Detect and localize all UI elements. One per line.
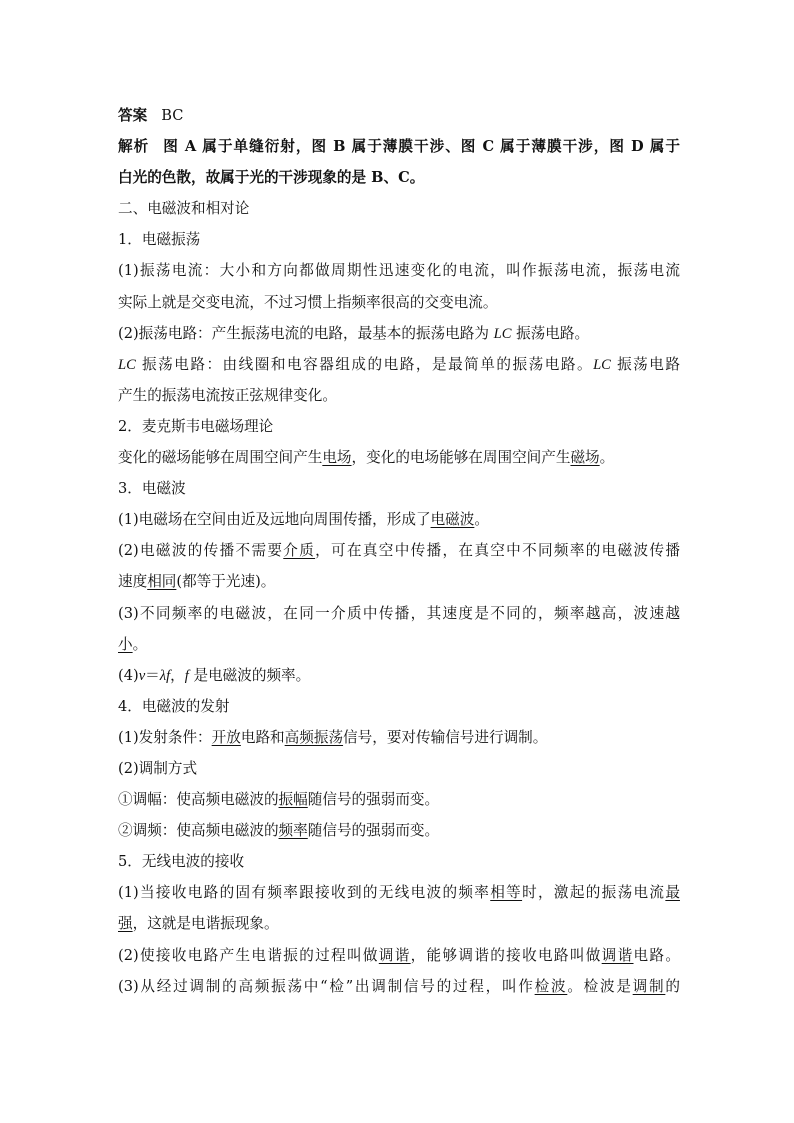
heading-wave-reception: 5．无线电波的接收 <box>118 853 245 871</box>
underlined-answer: 高频振荡 <box>284 728 344 746</box>
underlined-answer: 频率 <box>278 822 308 840</box>
underlined-answer: 磁场 <box>570 449 600 467</box>
text: 的 <box>665 977 680 995</box>
text: (1)发射条件： <box>118 728 212 746</box>
text: 是电磁波的频率。 <box>188 666 311 684</box>
s1-p3-line-1 <box>118 349 680 380</box>
text: ②调频：使高频电磁波的 <box>118 822 279 840</box>
text: 电路和 <box>240 728 285 746</box>
underlined-answer: 相等 <box>490 884 523 902</box>
underlined-answer: 最 <box>665 884 680 902</box>
answer-label: 答案 <box>118 107 148 124</box>
s3-p4 <box>118 660 680 691</box>
heading-wave-emission: 4．电磁波的发射 <box>118 697 230 715</box>
s1-p1-line-1: (1)振荡电流：大小和方向都做周期性迅速变化的电流，叫作振荡电流，振荡电流 <box>118 262 680 280</box>
text: (2)使接收电路产生电谐振的过程叫做 <box>118 946 379 964</box>
text: ＝ <box>145 666 160 684</box>
s4-p1 <box>118 722 680 753</box>
symbol-v: v <box>138 667 146 684</box>
s3-p1 <box>118 504 680 535</box>
text: 电路。 <box>633 946 680 964</box>
s2-line <box>118 442 680 473</box>
s5-p1-line-1 <box>118 877 680 908</box>
s1-p2 <box>118 318 680 349</box>
underlined-answer: 强 <box>118 915 133 933</box>
s5-p3 <box>118 971 680 1002</box>
text: (2)电磁波的传播不需要 <box>118 542 284 560</box>
text: 随信号的强弱而变。 <box>307 791 440 809</box>
text: (1)电磁场在空间由近及远地向周围传播，形成了 <box>118 511 431 529</box>
text: (4) <box>118 666 139 684</box>
text: 。 <box>474 511 489 529</box>
heading-electromagnetic-oscillation: 1．电磁振荡 <box>118 231 201 249</box>
text: ①调幅：使高频电磁波的 <box>118 791 279 809</box>
s5-p2 <box>118 940 680 971</box>
text: 振荡电路 <box>610 355 680 373</box>
s4-p2: (2)调制方式 <box>118 759 198 777</box>
underlined-answer: 调制 <box>632 977 666 995</box>
text: 速度 <box>118 573 148 591</box>
text: 振荡电路。 <box>511 324 590 342</box>
text: 。 <box>132 635 148 653</box>
text: ， <box>170 666 185 684</box>
underlined-answer: 电场 <box>322 449 352 467</box>
text: (都等于光速)。 <box>176 573 276 591</box>
section-2-title: 二、电磁波和相对论 <box>118 200 250 218</box>
heading-electromagnetic-wave: 3．电磁波 <box>118 480 186 498</box>
s1-p1-line-2: 实际上就是交变电流，不过习惯上指频率很高的交变电流。 <box>118 293 498 311</box>
text: ，能够调谐的接收电路叫做 <box>410 946 602 964</box>
analysis-line-1 <box>118 131 680 162</box>
text: 。检波是 <box>567 977 633 995</box>
s4-p4 <box>118 815 680 846</box>
analysis-line-2: 白光的色散，故属于光的干涉现象的是 B、C。 <box>118 169 425 187</box>
underlined-answer: 电磁波 <box>430 511 475 529</box>
text: (2)振荡电路：产生振荡电流的电路，最基本的振荡电路为 <box>118 324 494 342</box>
underlined-answer: 振幅 <box>278 791 308 809</box>
text: ，这就是电谐振现象。 <box>132 915 279 933</box>
s3-p2-line-2 <box>118 566 680 597</box>
s4-p3 <box>118 784 680 815</box>
heading-maxwell-theory: 2．麦克斯韦电磁场理论 <box>118 417 274 435</box>
text: 变化的磁场能够在周围空间产生 <box>118 449 323 467</box>
text: 振荡电路：由线圈和电容器组成的电路，是最简单的振荡电路。 <box>135 355 594 373</box>
underlined-answer: 调谐 <box>601 946 634 964</box>
text: 时，激起的振荡电流 <box>522 884 666 902</box>
text: 信号，要对传输信号进行调制。 <box>343 728 548 746</box>
underlined-answer: 开放 <box>211 728 241 746</box>
lc-symbol: LC <box>118 356 136 373</box>
text: 随信号的强弱而变。 <box>307 822 440 840</box>
s3-p3-line-1: (3)不同频率的电磁波，在同一介质中传播，其速度是不同的，频率越高，波速越 <box>118 604 680 622</box>
text: 。 <box>599 449 615 467</box>
underlined-answer: 检波 <box>534 977 568 995</box>
underlined-answer: 调谐 <box>378 946 411 964</box>
text: ，可在真空中传播，在真空中不同频率的电磁波传播 <box>315 542 680 560</box>
s1-p3-line-2: 产生的振荡电流按正弦规律变化。 <box>118 386 337 404</box>
lc-symbol: LC <box>593 356 611 373</box>
s3-p3-line-2 <box>118 629 680 660</box>
underlined-answer: 相同 <box>147 573 177 591</box>
answer-value: BC <box>161 107 184 124</box>
analysis-label: 解析 <box>118 138 150 156</box>
document-body <box>118 100 680 1002</box>
symbol-f: f <box>184 667 189 684</box>
symbol-lambda-f: λf <box>159 667 171 684</box>
text: (3)从经过调制的高频振荡中“检”出调制信号的过程，叫作 <box>118 977 535 995</box>
s3-p2-line-1 <box>118 535 680 566</box>
answer-line <box>118 100 680 131</box>
lc-symbol: LC <box>493 325 512 342</box>
text: ，变化的电场能够在周围空间产生 <box>351 449 571 467</box>
s5-p1-line-2 <box>118 908 680 939</box>
underlined-answer: 小 <box>118 635 133 653</box>
underlined-answer: 介质 <box>283 542 316 560</box>
analysis-text-1: 图 A 属于单缝衍射，图 B 属于薄膜干涉、图 C 属于薄膜干涉，图 D 属于 <box>163 138 680 156</box>
text: (1)当接收电路的固有频率跟接收到的无线电波的频率 <box>118 884 491 902</box>
